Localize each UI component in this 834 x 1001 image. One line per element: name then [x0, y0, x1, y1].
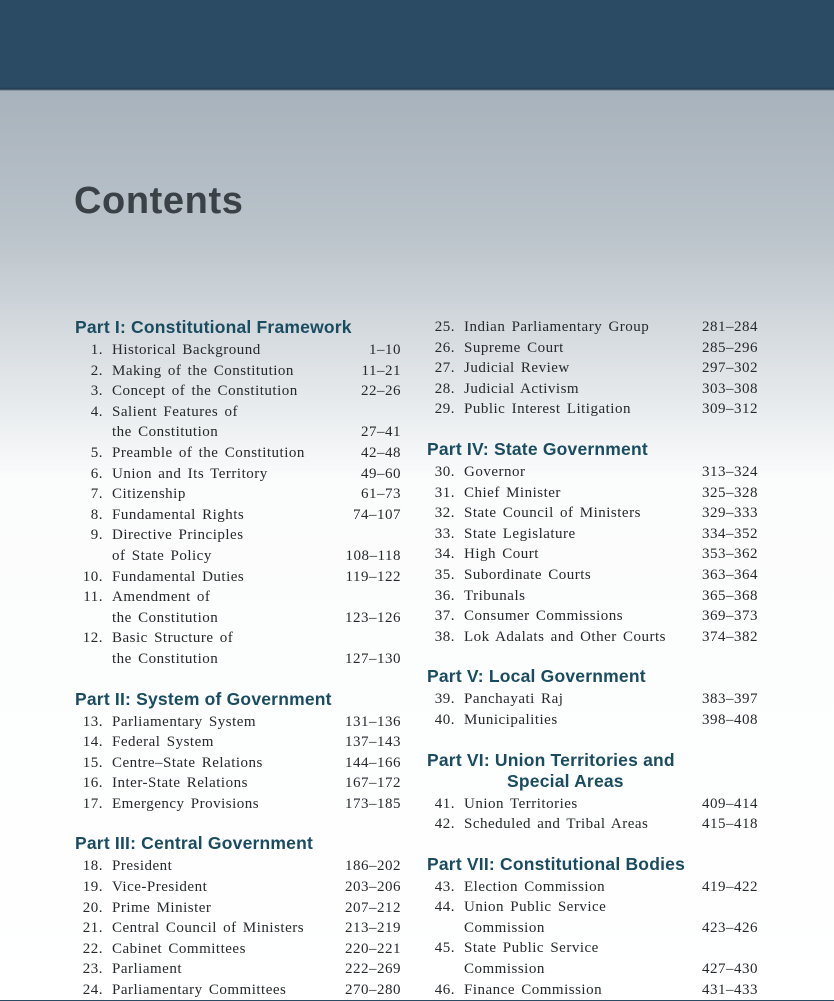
entry-title-line: Concept of the Constitution [112, 383, 298, 400]
entry-number: 35. [434, 566, 455, 583]
part-heading [75, 833, 401, 854]
toc-entries [75, 856, 401, 1000]
entry-title-line: the Constitution [112, 650, 219, 667]
entry-page-range: 423–426 [702, 919, 758, 936]
entry-title [464, 379, 696, 400]
entry-page-range: 353–362 [702, 546, 758, 563]
entry-title [464, 544, 696, 565]
entry-title [112, 856, 339, 877]
entry-page-range: 49–60 [361, 465, 401, 482]
entry-title-line: Supreme Court [464, 339, 564, 356]
entry-title [112, 525, 340, 566]
entry-title [112, 918, 339, 939]
entry-page-range: 374–382 [702, 628, 758, 645]
toc-entry [75, 856, 401, 877]
entry-page-range: 22–26 [361, 383, 401, 400]
entry-number: 14. [82, 734, 103, 751]
entry-title-line: Municipalities [464, 711, 558, 728]
entry-number: 39. [434, 691, 455, 708]
part-heading [427, 750, 758, 792]
entry-title [112, 567, 340, 588]
toc-entry [427, 897, 758, 938]
toc-entry [427, 627, 758, 648]
entry-page-range: 363–364 [702, 566, 758, 583]
entry-title [464, 794, 696, 815]
entry-number: 22. [82, 940, 103, 957]
toc-entry [75, 361, 401, 382]
toc-section [427, 317, 758, 420]
toc-entry [75, 773, 401, 794]
toc-entry [427, 689, 758, 710]
toc-entry [75, 959, 401, 980]
toc-entry [427, 586, 758, 607]
table-of-contents [75, 317, 758, 1001]
entry-title [112, 587, 339, 628]
entry-title [464, 565, 696, 586]
entry-title [112, 732, 339, 753]
entry-title [464, 399, 696, 420]
entry-number: 37. [434, 608, 455, 625]
entry-title-line: Union Public Service [464, 899, 607, 916]
toc-entry [427, 379, 758, 400]
toc-entry [427, 503, 758, 524]
entry-page-range: 131–136 [345, 713, 401, 730]
entry-number: 8. [90, 506, 103, 523]
entry-number: 7. [90, 486, 103, 503]
entry-page-range: 325–328 [702, 484, 758, 501]
part-heading-line: Part VII: Constitutional Bodies [427, 853, 686, 874]
entry-title-line: Governor [464, 463, 526, 480]
toc-entry [75, 381, 401, 402]
entry-page-range: 203–206 [345, 879, 401, 896]
entry-page-range: 222–269 [345, 961, 401, 978]
part-heading-line: Part IV: State Government [427, 438, 648, 459]
entry-number: 42. [434, 816, 455, 833]
entry-number: 12. [82, 630, 103, 647]
toc-entry [75, 939, 401, 960]
entry-number: 34. [434, 546, 455, 563]
entry-title [112, 898, 339, 919]
toc-entries [75, 712, 401, 815]
entry-page-range: 398–408 [702, 711, 758, 728]
part-heading [427, 666, 758, 687]
entry-title-line: Vice-President [112, 879, 208, 896]
entry-page-range: 127–130 [345, 650, 401, 667]
entry-number: 1. [90, 342, 103, 358]
toc-entry [427, 544, 758, 565]
entry-title-line: Fundamental Duties [112, 568, 245, 585]
entry-page-range: 173–185 [345, 795, 401, 812]
entry-title-line: Panchayati Raj [464, 691, 564, 708]
toc-entry [75, 628, 401, 669]
entry-number: 41. [434, 795, 455, 812]
entry-title-line: Election Commission [464, 878, 606, 895]
entry-title-line: the Constitution [112, 424, 219, 441]
entry-title [112, 753, 339, 774]
toc-entry [427, 483, 758, 504]
toc-entry [427, 565, 758, 586]
entry-title [464, 710, 696, 731]
entry-title-line: Public Interest Litigation [464, 401, 631, 418]
entry-title [112, 959, 339, 980]
entry-page-range: 207–212 [345, 899, 401, 916]
toc-column-left [75, 317, 401, 1001]
toc-section [75, 317, 401, 670]
toc-entry [75, 340, 401, 361]
toc-entry [75, 877, 401, 898]
part-heading [75, 317, 401, 338]
entry-title-line: Commission [464, 961, 545, 978]
entry-number: 9. [90, 527, 103, 544]
entry-title [464, 897, 696, 938]
entry-page-range: 61–73 [361, 486, 401, 503]
toc-entries [427, 689, 758, 730]
entry-title [464, 524, 696, 545]
toc-entry [75, 587, 401, 628]
entry-page-range: 213–219 [345, 920, 401, 937]
entry-number: 20. [82, 899, 103, 916]
entry-number: 40. [434, 711, 455, 728]
toc-entry [75, 484, 401, 505]
entry-number: 28. [434, 380, 455, 397]
entry-page-range: 365–368 [702, 587, 758, 604]
entry-number: 44. [434, 899, 455, 916]
entry-page-range: 285–296 [702, 339, 758, 356]
entry-title-line: High Court [464, 546, 539, 563]
entry-number: 43. [434, 878, 455, 895]
entry-number: 25. [434, 319, 455, 335]
entry-number: 3. [90, 383, 103, 400]
entry-title [464, 317, 696, 338]
entry-number: 46. [434, 981, 455, 998]
entry-page-range: 415–418 [702, 816, 758, 833]
entry-title-line: Preamble of the Constitution [112, 444, 305, 461]
entry-number: 18. [82, 858, 103, 875]
entry-number: 27. [434, 360, 455, 377]
entry-title [464, 586, 696, 607]
entry-page-range: 42–48 [361, 444, 401, 461]
entry-page-range: 186–202 [345, 858, 401, 875]
entry-page-range: 309–312 [702, 401, 758, 418]
entry-page-range: 123–126 [345, 609, 401, 626]
part-heading-line: Part V: Local Government [427, 666, 646, 687]
entry-title [464, 338, 696, 359]
entry-page-range: 427–430 [702, 961, 758, 978]
toc-entry [75, 567, 401, 588]
entry-title-line: Indian Parliamentary Group [464, 319, 650, 335]
entry-title [112, 361, 356, 382]
toc-section [427, 439, 758, 647]
entry-number: 36. [434, 587, 455, 604]
toc-section [427, 854, 758, 1001]
entry-number: 16. [82, 775, 103, 792]
entry-title-line: Subordinate Courts [464, 566, 592, 583]
toc-entries [75, 340, 401, 670]
toc-section [75, 689, 401, 815]
entry-title-line: Making of the Constitution [112, 362, 294, 379]
entry-page-range: 74–107 [353, 506, 401, 523]
entry-title [112, 980, 339, 1001]
part-heading [427, 854, 758, 875]
toc-entry [427, 358, 758, 379]
toc-entries [427, 317, 758, 420]
part-heading-line: Part III: Central Government [75, 833, 314, 854]
entry-page-range: 167–172 [345, 775, 401, 792]
entry-number: 23. [82, 961, 103, 978]
toc-entry [427, 814, 758, 835]
toc-entry [75, 505, 401, 526]
entry-title [464, 606, 696, 627]
entry-page-range: 419–422 [702, 878, 758, 895]
entry-number: 15. [82, 754, 103, 771]
entry-page-range: 369–373 [702, 608, 758, 625]
entry-title [112, 794, 339, 815]
entry-page-range: 329–333 [702, 505, 758, 522]
entry-page-range: 313–324 [702, 463, 758, 480]
entry-page-range: 119–122 [345, 568, 401, 585]
entry-number: 5. [90, 444, 103, 461]
entry-number: 17. [82, 795, 103, 812]
entry-number: 10. [82, 568, 103, 585]
entry-title-line: Central Council of Ministers [112, 920, 305, 937]
entry-number: 29. [434, 401, 455, 418]
part-heading-line: Special Areas [507, 770, 624, 791]
entry-title-line: Finance Commission [464, 981, 603, 998]
entry-number: 33. [434, 525, 455, 542]
toc-entry [427, 980, 758, 1001]
entry-number: 31. [434, 484, 455, 501]
entry-number: 32. [434, 505, 455, 522]
entry-title-line: Federal System [112, 734, 214, 751]
entry-page-range: 281–284 [702, 319, 758, 335]
part-heading [427, 439, 758, 460]
entry-page-range: 409–414 [702, 795, 758, 812]
toc-entries [427, 794, 758, 835]
entry-title-line: Parliamentary Committees [112, 982, 287, 999]
entry-number: 4. [90, 403, 103, 420]
entry-title [464, 483, 696, 504]
entry-title-line: State Public Service [464, 940, 599, 957]
entry-number: 45. [434, 940, 455, 957]
entry-title [112, 402, 355, 443]
entry-title [464, 980, 696, 1001]
entry-number: 6. [90, 465, 103, 482]
toc-entry [427, 524, 758, 545]
entry-title [112, 505, 347, 526]
toc-entry [75, 753, 401, 774]
entry-page-range: 220–221 [345, 940, 401, 957]
entry-title-line: Historical Background [112, 342, 261, 358]
entry-title-line: Inter-State Relations [112, 775, 248, 792]
entry-title-line: Scheduled and Tribal Areas [464, 816, 649, 833]
entry-page-range: 334–352 [702, 525, 758, 542]
entry-title-line: Union and Its Territory [112, 465, 268, 482]
entry-page-range: 108–118 [345, 547, 401, 564]
toc-entry [75, 712, 401, 733]
part-heading [75, 689, 401, 710]
entry-title-line: Amendment of [112, 589, 211, 606]
toc-entry [427, 462, 758, 483]
part-heading-line: Part II: System of Government [75, 688, 332, 709]
toc-section [427, 666, 758, 730]
entry-title-line: Parliamentary System [112, 713, 257, 730]
toc-entry [427, 399, 758, 420]
entry-title [112, 773, 339, 794]
entry-number: 21. [82, 920, 103, 937]
entry-title-line: Lok Adalats and Other Courts [464, 628, 666, 645]
entry-title-line: Salient Features of [112, 403, 238, 420]
entry-title-line: Basic Structure of [112, 630, 234, 647]
entry-number: 26. [434, 339, 455, 356]
entry-page-range: 383–397 [702, 691, 758, 708]
toc-entry [427, 338, 758, 359]
entry-number: 2. [90, 362, 103, 379]
toc-entry [75, 980, 401, 1001]
entry-title [464, 503, 696, 524]
entry-title-line: Chief Minister [464, 484, 561, 501]
entry-title-line: Judicial Activism [464, 380, 580, 397]
entry-title-line: Judicial Review [464, 360, 570, 377]
entry-title [112, 443, 355, 464]
entry-title-line: Union Territories [464, 795, 578, 812]
entry-title [464, 358, 696, 379]
entry-title [464, 462, 696, 483]
entry-title-line: Citizenship [112, 486, 186, 503]
entry-title-line: Directive Principles [112, 527, 244, 544]
entry-title [112, 877, 339, 898]
toc-section [427, 750, 758, 835]
entry-title [112, 484, 355, 505]
entry-number: 11. [83, 589, 103, 606]
toc-section [75, 833, 401, 1000]
entry-title-line: Emergency Provisions [112, 795, 260, 812]
entry-page-range: 297–302 [702, 360, 758, 377]
entry-title-line: of State Policy [112, 547, 212, 564]
entry-title-line: President [112, 858, 173, 875]
entry-title [112, 939, 339, 960]
entry-title [464, 627, 696, 648]
entry-number: 38. [434, 628, 455, 645]
entry-title [112, 628, 339, 669]
toc-entry [75, 525, 401, 566]
entry-page-range: 27–41 [361, 424, 401, 441]
entry-number: 24. [82, 982, 103, 999]
toc-entry [427, 938, 758, 979]
entry-number: 19. [82, 879, 103, 896]
entry-number: 13. [82, 713, 103, 730]
part-heading-line: Part VI: Union Territories and [427, 749, 675, 770]
entry-page-range: 270–280 [345, 982, 401, 999]
entry-title-line: Commission [464, 919, 545, 936]
entry-title-line: State Legislature [464, 525, 576, 542]
entry-title [464, 877, 696, 898]
entry-title-line: State Council of Ministers [464, 505, 641, 522]
entry-title [464, 814, 696, 835]
toc-entries [427, 462, 758, 647]
toc-entry [75, 794, 401, 815]
entry-title [464, 938, 696, 979]
entry-title-line: Prime Minister [112, 899, 212, 916]
entry-title-line: Tribunals [464, 587, 526, 604]
entry-page-range: 1–10 [369, 342, 401, 358]
entry-page-range: 137–143 [345, 734, 401, 751]
toc-entry [427, 710, 758, 731]
toc-entry [75, 732, 401, 753]
entry-title [112, 340, 363, 361]
entry-title-line: the Constitution [112, 609, 219, 626]
toc-entries [427, 877, 758, 1001]
toc-entry [427, 794, 758, 815]
entry-page-range: 303–308 [702, 380, 758, 397]
toc-entry [427, 606, 758, 627]
entry-title-line: Consumer Commissions [464, 608, 624, 625]
toc-column-right [427, 317, 758, 1001]
entry-title [464, 689, 696, 710]
entry-page-range: 11–21 [361, 362, 401, 379]
entry-title-line: Parliament [112, 961, 182, 978]
page-title: Contents [74, 180, 244, 222]
part-heading-line: Part I: Constitutional Framework [75, 317, 352, 337]
entry-page-range: 431–433 [702, 981, 758, 998]
toc-entry [75, 402, 401, 443]
toc-entry [75, 898, 401, 919]
toc-entry [75, 443, 401, 464]
toc-entry [427, 877, 758, 898]
toc-entry [75, 918, 401, 939]
entry-title-line: Centre–State Relations [112, 754, 263, 771]
entry-title [112, 381, 355, 402]
entry-page-range: 144–166 [345, 754, 401, 771]
entry-title [112, 464, 355, 485]
entry-title-line: Cabinet Committees [112, 940, 246, 957]
entry-title-line: Fundamental Rights [112, 506, 245, 523]
entry-title [112, 712, 339, 733]
toc-entry [75, 464, 401, 485]
entry-number: 30. [434, 463, 455, 480]
toc-entry [427, 317, 758, 338]
